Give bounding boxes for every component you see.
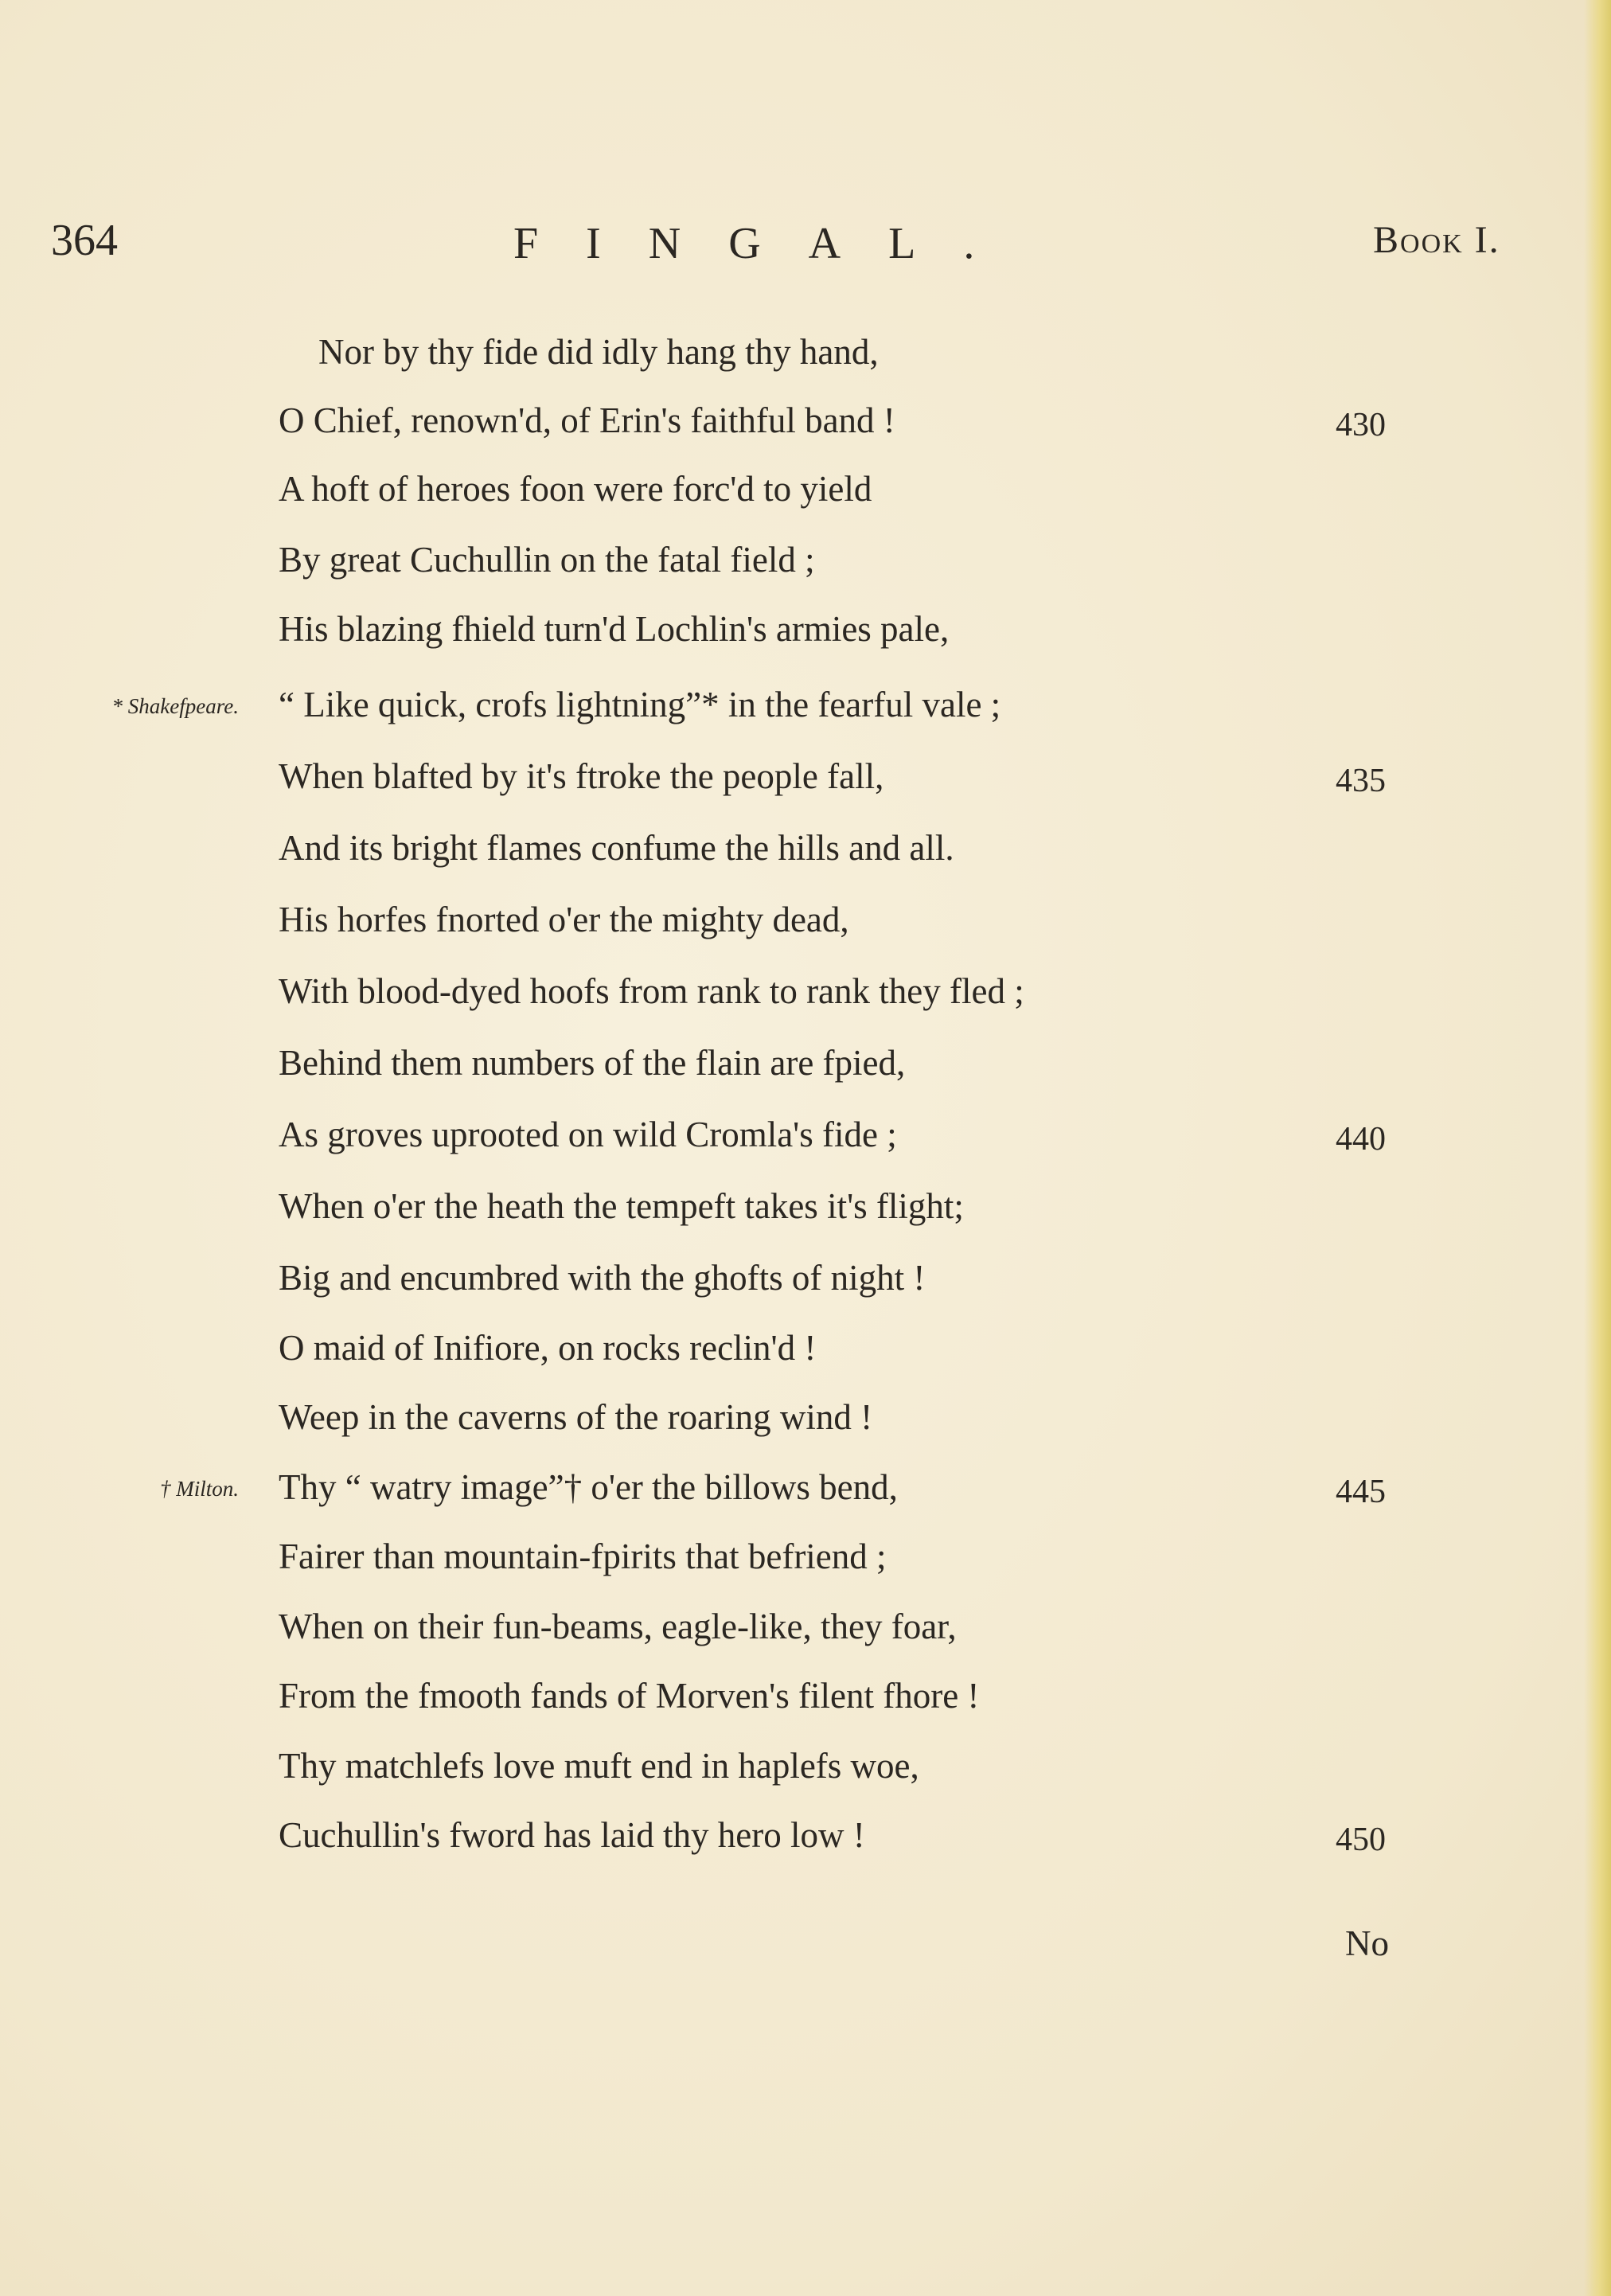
poem-line bbox=[0, 824, 1611, 897]
poem-line bbox=[0, 752, 1611, 826]
line-text: With blood-dyed hoofs from rank to rank they fled ; bbox=[279, 971, 1024, 1011]
line-text: When on their fun-beams, eagle-like, they foar, bbox=[279, 1607, 957, 1646]
line-number: 445 bbox=[1336, 1474, 1386, 1510]
line-number: 435 bbox=[1336, 763, 1386, 799]
catchword: No bbox=[1345, 1923, 1389, 1963]
line-text: When o'er the heath the tempeft takes it's flight; bbox=[279, 1186, 964, 1226]
line-text: O maid of Inifiore, on rocks reclin'd ! bbox=[279, 1328, 817, 1368]
line-text: And its bright flames confume the hills and all. bbox=[279, 828, 954, 868]
poem-line bbox=[0, 1672, 1611, 1745]
line-text: When blafted by it's ftroke the people fall, bbox=[279, 756, 884, 796]
poem-line bbox=[0, 1603, 1611, 1676]
line-text: Big and encumbred with the ghofts of night ! bbox=[279, 1258, 926, 1298]
poem-line bbox=[0, 1182, 1611, 1255]
poem-line bbox=[0, 1111, 1611, 1184]
poem-line bbox=[0, 1533, 1611, 1606]
line-text: As groves uprooted on wild Cromla's fide ; bbox=[279, 1115, 897, 1154]
poem-line bbox=[0, 1254, 1611, 1327]
line-text: Cuchullin's fword has laid thy hero low ! bbox=[279, 1815, 865, 1855]
poem-line bbox=[0, 1811, 1611, 1884]
line-text: Behind them numbers of the flain are fpied, bbox=[279, 1043, 906, 1083]
line-number: 430 bbox=[1336, 407, 1386, 443]
running-header bbox=[0, 215, 1611, 279]
poem-line bbox=[0, 967, 1611, 1041]
book-label: Book I. bbox=[1373, 219, 1500, 261]
poem-line bbox=[0, 328, 1611, 401]
poem-line bbox=[0, 605, 1611, 678]
line-text: Thy matchlefs love muft end in haplefs woe, bbox=[279, 1746, 919, 1786]
line-number: 450 bbox=[1336, 1822, 1386, 1858]
line-text: From the fmooth fands of Morven's filent fhore ! bbox=[279, 1676, 980, 1716]
poem-line bbox=[0, 681, 1611, 754]
margin-note: † Milton. bbox=[160, 1477, 239, 1501]
line-text: His horfes fnorted o'er the mighty dead, bbox=[279, 900, 849, 939]
poem-line bbox=[0, 896, 1611, 969]
line-number: 440 bbox=[1336, 1121, 1386, 1158]
poem-line bbox=[0, 396, 1611, 470]
poem-line bbox=[0, 465, 1611, 538]
line-text: Fairer than mountain-fpirits that befriend ; bbox=[279, 1537, 887, 1576]
line-text: O Chief, renown'd, of Erin's faithful band ! bbox=[279, 400, 895, 440]
line-text: His blazing fhield turn'd Lochlin's armies pale, bbox=[279, 609, 950, 649]
line-text: Weep in the caverns of the roaring wind ! bbox=[279, 1397, 873, 1437]
line-text: Nor by thy fide did idly hang thy hand, bbox=[318, 332, 879, 372]
line-text: By great Cuchullin on the fatal field ; bbox=[279, 540, 815, 580]
poem-line bbox=[0, 1463, 1611, 1537]
line-text: “ Like quick, crofs lightning”* in the fearful vale ; bbox=[279, 685, 1001, 724]
running-title: FINGAL. bbox=[513, 219, 1023, 268]
margin-note: * Shakefpeare. bbox=[111, 694, 239, 718]
poem-line bbox=[0, 1742, 1611, 1815]
line-text: Thy “ watry image”† o'er the billows bend, bbox=[279, 1467, 898, 1507]
poem-line bbox=[0, 1324, 1611, 1397]
line-text: A hoft of heroes foon were forc'd to yield bbox=[279, 469, 872, 509]
page-number: 364 bbox=[51, 216, 118, 265]
poem-line bbox=[0, 1039, 1611, 1112]
poem-line bbox=[0, 1393, 1611, 1466]
poem-line bbox=[0, 536, 1611, 609]
